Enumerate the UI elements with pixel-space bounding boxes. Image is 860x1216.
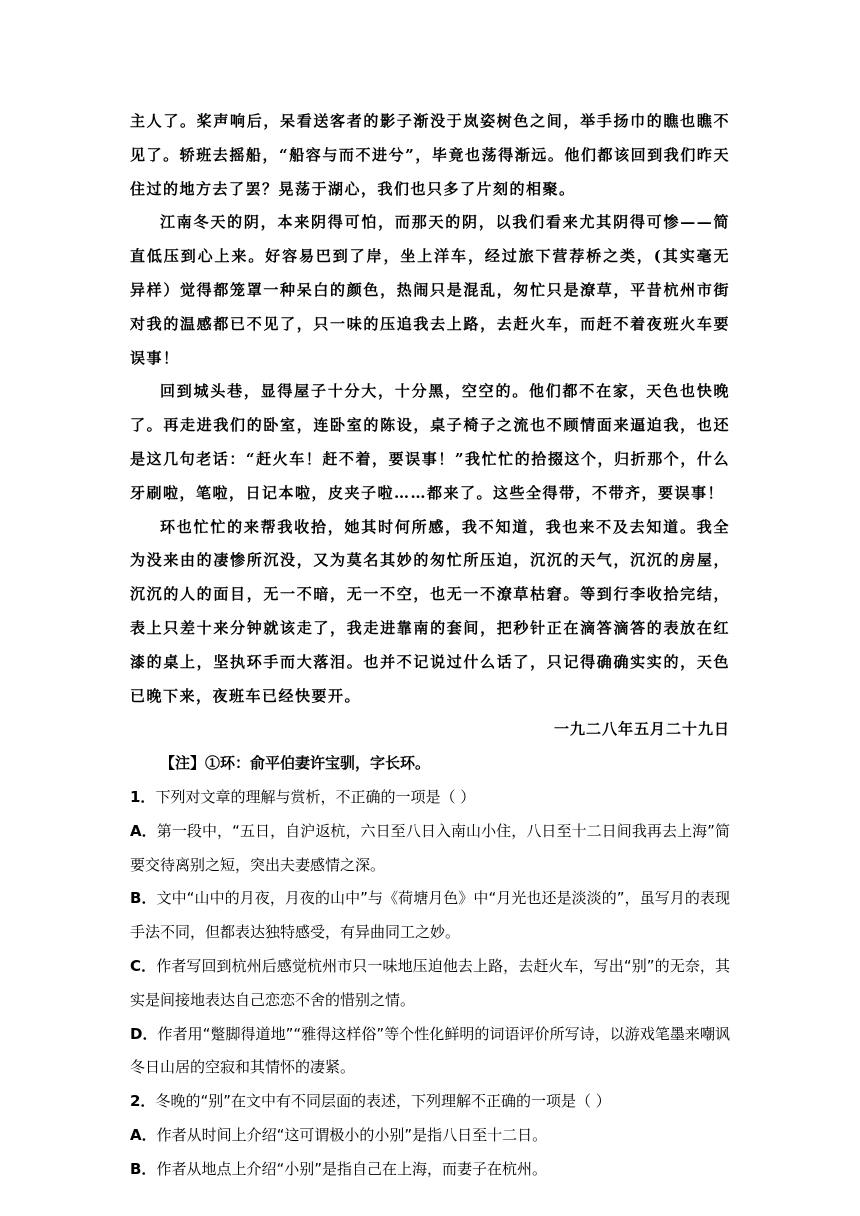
passage-paragraph-1: 主人了。桨声响后，呆看送客者的影子渐没于岚姿树色之间，举手扬巾的瞧也瞧不见了。轿班去摇船，“船容与而不进兮”，毕竟也荡得渐远。他们都该回到我们昨天住过的地方去了罢？晃荡于湖心，我们也只多了片刻的相聚。 [130,112,730,198]
passage-paragraph-2: 江南冬天的阴，本来阴得可怕，而那天的阴，以我们看来尤其阴得可惨——简直低压到心上来。好容易巴到了岸，坐上洋车，经过旅下营荐桥之类，(其实毫无异样）觉得都笼罩一种呆白的颜色，热闹只是混乱，匆忙只是潦草，平昔杭州市街对我的温感都已不见了，只一味的压追我去上路，去赶火车，而赶不着夜班火车要误事！ [130,213,730,367]
question-number: 1． [130,787,156,806]
option-text: 作者用“蹩脚得道地”“雅得这样俗”等个性化鲜明的词语评价所写诗，以游戏笔墨来嘲讽冬日山居的空寂和其情怀的凄紧。 [130,1024,730,1077]
passage-paragraph-3: 回到城头巷，显得屋子十分大，十分黑，空空的。他们都不在家，天色也快晚了。再走进我们的卧室，连卧室的陈设，桌子椅子之流也不顾情面来逼迫我，也还是这几句老话：“赶火车！赶不着，要误事！”我忙忙的拾掇这个，归折那个，什么牙刷啦，笔啦，日记本啦，皮夹子啦……都来了。这些全得带，不带齐，要误事！ [130,382,730,502]
option-text: 作者从地点上介绍“小别”是指自己在上海，而妻子在杭州。 [156,1159,547,1178]
option-label: A． [130,1125,157,1144]
option-label: B． [130,889,157,908]
option-label: A． [130,821,157,840]
question-option [130,882,730,950]
option-text: 文中“山中的月夜，月夜的山中”与《荷塘月色》中“月光也还是淡淡的”，虽写月的表现手法不同，但都表达独特感受，有异曲同工之妙。 [130,889,730,942]
passage-date: 一九二八年五月二十九日 [553,720,730,739]
question-option [130,1153,730,1187]
question-option [130,1018,730,1086]
question-number: 2． [130,1092,156,1111]
question-1 [130,781,730,1085]
question-stem [130,1085,730,1119]
option-label: D． [130,1024,158,1043]
question-2 [130,1085,730,1186]
question-option [130,950,730,1018]
question-option [130,1119,730,1153]
option-label: B． [130,1159,157,1178]
option-text: 第一段中，“五日，自沪返杭，六日至八日入南山小住，八日至十二日间我再去上海”简要交待离别之短，突出夫妻感情之深。 [130,821,731,874]
option-label: C． [130,956,157,975]
document-page [130,105,730,1187]
question-option [130,815,730,883]
question-text: 下列对文章的理解与赏析，不正确的一项是（ ） [155,787,476,806]
question-text: 冬晚的“别”在文中有不同层面的表述，下列理解不正确的一项是（ ） [155,1092,611,1111]
passage-note: 【注】①环：俞平伯妻许宝驯，字长环。 [160,754,431,773]
option-text: 作者从时间上介绍“这可谓极小的小别”是指八日至十二日。 [156,1125,548,1144]
passage-paragraph-4: 环也忙忙的来帮我收拾，她其时何所感，我不知道，我也来不及去知道。我全为没来由的凄惨所沉没，又为莫名其妙的匆忙所压迫，沉沉的天气，沉沉的房屋，沉沉的人的面目，无一不暗，无一不空，也无一不潦草枯窘。等到行李收拾完结，表上只差十来分钟就该走了，我走进靠南的套间，把秒针正在滴答滴答的表放在红漆的桌上，坚执环手而大落泪。也并不记说过什么话了，只记得确确实实的，天色已晚下来，夜班车已经快要开。 [130,517,730,705]
question-stem [130,781,730,815]
option-text: 作者写回到杭州后感觉杭州市只一味地压迫他去上路，去赶火车，写出“别”的无奈，其实是间接地表达自己恋恋不舍的惜别之情。 [130,956,730,1009]
